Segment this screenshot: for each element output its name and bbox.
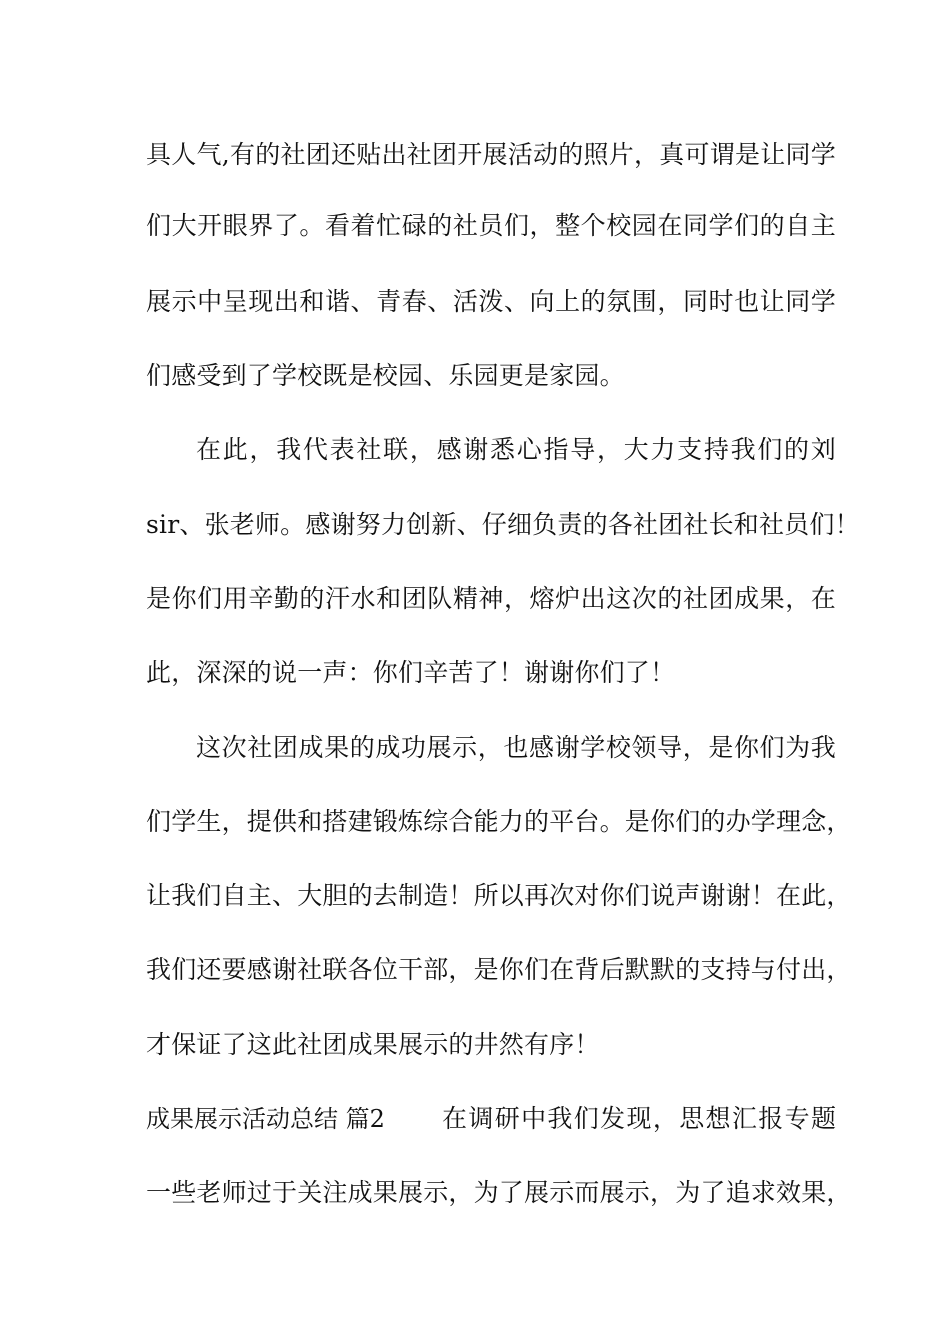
paragraph-1-line-4: 们感受到了学校既是校园、乐园更是家园。 [146,361,625,390]
section-2-first-line: 在调研中我们发现，思想汇报专题 [442,1104,836,1133]
paragraph-3-line-2: 们学生，提供和搭建锻炼综合能力的平台。是你们的办学理念， [146,807,852,836]
paragraph-2-line-3: 是你们用辛勤的汗水和团队精神，熔炉出这次的社团成果，在 [146,584,836,613]
paragraph-2-line-4: 此，深深的说一声：你们辛苦了！谢谢你们了！ [146,658,676,687]
paragraph-1-line-1: 具人气,有的社团还贴出社团开展活动的照片，真可谓是让同学 [146,140,836,169]
paragraph-3-line-5: 才保证了这此社团成果展示的井然有序！ [146,1030,600,1059]
paragraph-2-line-1: 在此，我代表社联，感谢悉心指导，大力支持我们的刘 [196,435,836,464]
paragraph-3-line-1: 这次社团成果的成功展示，也感谢学校领导，是你们为我 [196,733,836,762]
paragraph-2-line-2: sir、张老师。感谢努力创新、仔细负责的各社团社长和社员们！ [146,510,860,539]
paragraph-1-line-3: 展示中呈现出和谐、青春、活泼、向上的氛围，同时也让同学 [146,287,836,316]
paragraph-1-line-2: 们大开眼界了。看着忙碌的社员们，整个校园在同学们的自主 [146,211,836,240]
section-2-heading: 成果展示活动总结 篇2 [146,1105,385,1133]
paragraph-3-line-3: 让我们自主、大胆的去制造！所以再次对你们说声谢谢！在此， [146,881,852,910]
section-2-line-2: 一些老师过于关注成果展示，为了展示而展示，为了追求效果， [146,1178,852,1207]
paragraph-3-line-4: 我们还要感谢社联各位干部，是你们在背后默默的支持与付出， [146,955,852,984]
section-2-heading-row [146,1103,836,1137]
